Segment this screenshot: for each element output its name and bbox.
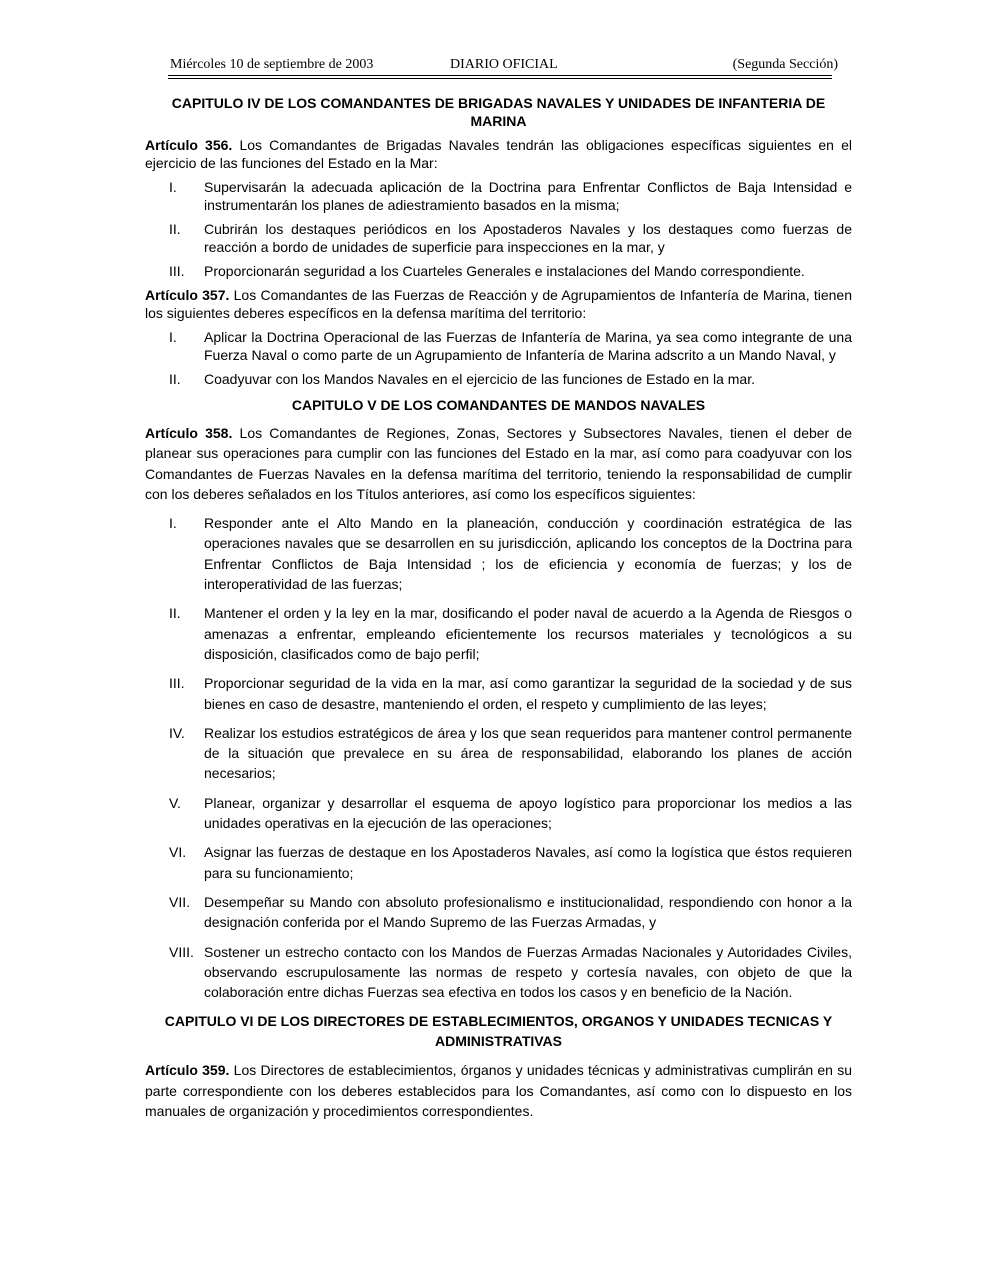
list-item bbox=[145, 178, 852, 214]
item-number: II. bbox=[169, 221, 181, 237]
article-label: Artículo 359. bbox=[145, 1062, 230, 1079]
article-358-list bbox=[145, 513, 852, 1002]
item-number: VI. bbox=[169, 844, 187, 861]
article-356-list bbox=[145, 178, 852, 280]
list-item bbox=[145, 942, 852, 1003]
item-text: Sostener un estrecho contacto con los Mandos de Fuerzas Armadas Nacionales y Autoridades Civiles, observando escrupulosamente las normas de respeto y cortesía navales, con objeto de que la colaboración entre dichas Fuerzas sea efectiva en todos los casos y en beneficio de la Nación. bbox=[204, 943, 852, 1001]
list-item bbox=[145, 892, 852, 933]
page-header bbox=[168, 56, 840, 76]
item-number: II. bbox=[169, 605, 181, 622]
item-text: Responder ante el Alto Mando en la planeación, conducción y coordinación estratégica de las operaciones navales que se desarrollen en su jurisdicción, aplicando los conceptos de la Doctrina para Enfrentar Conflictos de Baja Intensidad ; los de eficiencia y economía de fuerzas; y los de interoperatividad de las fuerzas; bbox=[204, 515, 852, 593]
item-text: Realizar los estudios estratégicos de área y los que sean requeridos para mantener control permanente de la situación que prevalece en su área de responsabilidad, elaborando los planes de acción necesarios; bbox=[204, 724, 852, 782]
article-356 bbox=[145, 136, 852, 172]
item-text: Supervisarán la adecuada aplicación de la Doctrina para Enfrentar Conflictos de Baja Intensidad e instrumentarán los planes de adiestramiento basados en la misma; bbox=[204, 179, 852, 213]
header-date: Miércoles 10 de septiembre de 2003 bbox=[170, 57, 374, 72]
list-item bbox=[145, 220, 852, 256]
item-number: III. bbox=[169, 263, 185, 279]
list-item bbox=[145, 328, 852, 364]
chapter-title: CAPITULO IV DE LOS COMANDANTES DE BRIGADAS NAVALES Y UNIDADES DE INFANTERIA DE MARINA bbox=[171, 95, 826, 129]
list-item bbox=[145, 723, 852, 784]
list-item bbox=[145, 370, 852, 388]
document-body bbox=[145, 94, 852, 1121]
item-text: Proporcionar seguridad de la vida en la mar, así como garantizar la seguridad de la sociedad y de sus bienes en caso de desastre, manteniendo el orden, el respeto y cumplimiento de las leyes; bbox=[204, 675, 852, 712]
article-357 bbox=[145, 286, 852, 322]
item-number: VII. bbox=[169, 893, 191, 910]
article-text: Los Comandantes de Regiones, Zonas, Sectores y Subsectores Navales, tienen el deber de planear sus operaciones para cumplir con las funciones del Estado en la mar, así como para coadyuvar con los Comandantes de Fuerzas Navales en la defensa marítima del territorio, teniendo la responsabilidad de cumplir con los deberes señalados en los Títulos anteriores, así como los específicos siguientes: bbox=[145, 425, 852, 502]
article-label: Artículo 358. bbox=[145, 425, 233, 441]
article-label: Artículo 356. bbox=[145, 137, 233, 153]
chapter-5 bbox=[145, 396, 852, 1002]
chapter-title: CAPITULO VI DE LOS DIRECTORES DE ESTABLECIMIENTOS, ORGANOS Y UNIDADES TECNICAS Y ADMINISTRATIVAS bbox=[164, 1013, 833, 1050]
article-357-list bbox=[145, 328, 852, 388]
item-text: Mantener el orden y la ley en la mar, dosificando el poder naval de acuerdo a la Agenda de Riesgos o amenazas a enfrentar, empleando eficientemente los recursos materiales y tecnológicos a su disposición, clasificados como de bajo perfil; bbox=[204, 605, 852, 662]
list-item bbox=[145, 262, 852, 280]
item-number: V. bbox=[169, 794, 181, 811]
header-publication: DIARIO OFICIAL bbox=[450, 57, 558, 72]
item-number: VIII. bbox=[169, 943, 194, 960]
item-number: III. bbox=[169, 675, 185, 692]
header-section: (Segunda Sección) bbox=[732, 57, 838, 72]
item-text: Cubrirán los destaques periódicos en los Apostaderos Navales y los destaques como fuerzas de reacción a bordo de unidades de superficie para inspecciones en la mar, y bbox=[204, 221, 852, 255]
list-item bbox=[145, 673, 852, 714]
item-number: IV. bbox=[169, 724, 185, 741]
item-number: I. bbox=[169, 515, 177, 532]
item-number: I. bbox=[169, 329, 177, 345]
item-text: Proporcionarán seguridad a los Cuarteles Generales e instalaciones del Mando correspondiente. bbox=[204, 263, 805, 279]
list-item bbox=[145, 603, 852, 664]
chapter-6 bbox=[145, 1011, 852, 1121]
item-text: Desempeñar su Mando con absoluto profesionalismo e institucionalidad, respondiendo con honor a la designación conferida por el Mando Supremo de las Fuerzas Armadas, y bbox=[204, 893, 852, 931]
header-rule bbox=[168, 75, 832, 76]
item-number: II. bbox=[169, 371, 181, 387]
article-text: Los Comandantes de las Fuerzas de Reacción y de Agrupamientos de Infantería de Marina, tienen los siguientes deberes específicos en la defensa marítima del territorio: bbox=[145, 287, 852, 321]
article-text: Los Comandantes de Brigadas Navales tendrán las obligaciones específicas siguientes en el ejercicio de las funciones del Estado en la Mar: bbox=[145, 137, 853, 171]
article-359 bbox=[145, 1060, 852, 1121]
item-text: Planear, organizar y desarrollar el esquema de apoyo logístico para proporcionar los medios a las unidades operativas en la ejecución de las operaciones; bbox=[204, 794, 852, 832]
chapter-4 bbox=[145, 94, 852, 388]
article-358 bbox=[145, 423, 852, 504]
header-rule bbox=[168, 78, 832, 79]
list-item bbox=[145, 793, 852, 834]
list-item bbox=[145, 842, 852, 883]
item-text: Asignar las fuerzas de destaque en los Apostaderos Navales, así como la logística que éstos requieren para su funcionamiento; bbox=[204, 844, 852, 881]
list-item bbox=[145, 513, 852, 594]
article-text: Los Directores de establecimientos, órganos y unidades técnicas y administrativas cumplirán en su parte correspondiente con los deberes establecidos para los Comandantes, así como con lo dispuesto en los manuales de organización y procedimientos correspondientes. bbox=[145, 1062, 853, 1120]
item-text: Aplicar la Doctrina Operacional de las Fuerzas de Infantería de Marina, ya sea como integrante de una Fuerza Naval o como parte de un Agrupamiento de Infantería de Marina adscrito a un Mando Naval, y bbox=[204, 329, 852, 363]
article-label: Artículo 357. bbox=[145, 287, 230, 303]
chapter-title: CAPITULO V DE LOS COMANDANTES DE MANDOS NAVALES bbox=[291, 397, 706, 413]
item-text: Coadyuvar con los Mandos Navales en el ejercicio de las funciones de Estado en la mar. bbox=[204, 371, 755, 387]
item-number: I. bbox=[169, 179, 177, 195]
